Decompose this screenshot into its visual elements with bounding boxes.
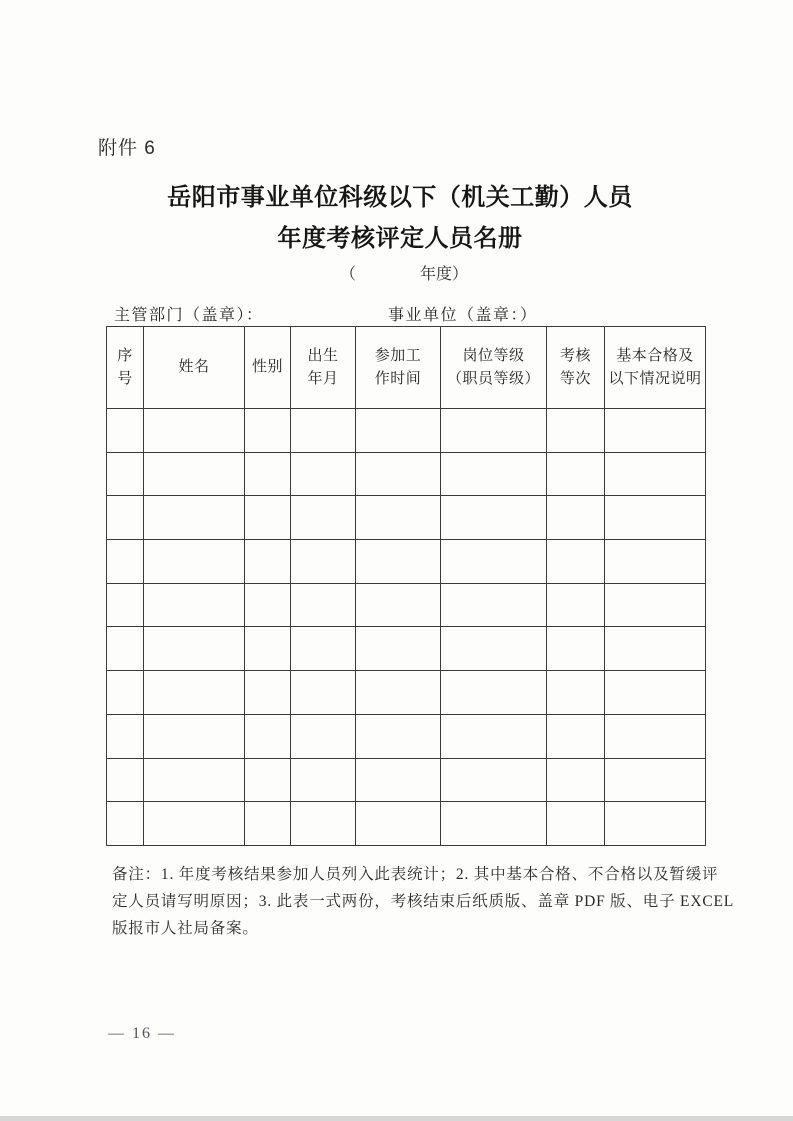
column-header-line: 等次 [559,370,591,387]
column-header-serial [107,327,144,409]
table-cell-postgrade [441,452,547,496]
table-row [107,409,706,453]
table-cell-name [144,496,245,540]
column-header-line: 考核 [559,347,591,364]
table-cell-postgrade [441,714,547,758]
table-cell-remarks [605,758,706,802]
column-header-line: 性别 [251,359,283,375]
table-row [107,540,706,584]
roster-table [106,326,706,846]
table-cell-serial [107,714,144,758]
table-row [107,496,706,540]
column-header-line: 以下情况说明 [608,370,702,387]
column-header-postgrade [441,327,547,409]
table-cell-grade [547,671,605,715]
table-cell-gender [245,409,291,453]
table-cell-name [144,627,245,671]
table-cell-gender [245,452,291,496]
table-row [107,452,706,496]
column-header-gender [245,327,291,409]
column-header-grade [547,327,605,409]
table-cell-serial [107,627,144,671]
table-cell-name [144,802,245,846]
roster-header [107,327,706,409]
document-title-line2: 年度考核评定人员名册 [277,226,523,252]
year-field [340,261,468,284]
table-cell-birth [291,627,356,671]
table-cell-name [144,583,245,627]
table-cell-remarks [605,583,706,627]
table-cell-serial [107,496,144,540]
table-cell-remarks [605,540,706,584]
table-cell-name [144,540,245,584]
table-cell-postgrade [441,671,547,715]
table-cell-serial [107,452,144,496]
table-row [107,671,706,715]
table-cell-grade [547,714,605,758]
note-line: 定人员请写明原因；3. 此表一式两份，考核结束后纸质版、盖章 PDF 版、电子 EXCEL [112,893,734,910]
table-cell-remarks [605,409,706,453]
table-cell-workstart [356,496,441,540]
column-header-line: 年月 [307,370,339,387]
table-cell-birth [291,802,356,846]
table-row [107,802,706,846]
table-cell-grade [547,409,605,453]
column-header-name [144,327,245,409]
page-number: — 16 — [108,1025,176,1042]
table-cell-birth [291,714,356,758]
table-row [107,583,706,627]
table-cell-birth [291,496,356,540]
table-cell-name [144,671,245,715]
column-header-birth [291,327,356,409]
table-cell-serial [107,802,144,846]
column-header-remarks [605,327,706,409]
table-cell-serial [107,758,144,802]
column-header-line: 号 [117,370,133,387]
table-cell-remarks [605,802,706,846]
table-cell-gender [245,671,291,715]
table-cell-workstart [356,540,441,584]
table-cell-workstart [356,409,441,453]
column-header-workstart [356,327,441,409]
roster-body [107,409,706,846]
table-cell-remarks [605,496,706,540]
table-cell-postgrade [441,540,547,584]
table-cell-gender [245,583,291,627]
table-cell-workstart [356,627,441,671]
table-row [107,627,706,671]
table-cell-workstart [356,802,441,846]
table-cell-name [144,714,245,758]
table-cell-birth [291,540,356,584]
table-cell-serial [107,583,144,627]
table-cell-grade [547,452,605,496]
table-cell-birth [291,758,356,802]
table-cell-gender [245,627,291,671]
table-cell-workstart [356,758,441,802]
year-open-paren: （ [340,266,357,283]
note-line: 版报市人社局备案。 [112,920,259,937]
table-cell-name [144,452,245,496]
table-cell-postgrade [441,627,547,671]
unit-seal-label: 事业单位（盖章：） [388,307,538,324]
table-cell-grade [547,540,605,584]
table-cell-name [144,409,245,453]
column-header-line: （职员等级） [446,370,540,387]
dept-seal-label: 主管部门（盖章）： [114,307,264,324]
table-cell-postgrade [441,802,547,846]
column-header-line: 姓名 [178,359,210,375]
table-cell-serial [107,671,144,715]
table-row [107,758,706,802]
table-cell-workstart [356,671,441,715]
table-cell-workstart [356,583,441,627]
table-cell-gender [245,714,291,758]
table-cell-grade [547,758,605,802]
column-header-line: 岗位等级 [462,347,525,364]
table-cell-grade [547,583,605,627]
table-cell-birth [291,671,356,715]
table-cell-workstart [356,452,441,496]
table-cell-workstart [356,714,441,758]
table-cell-grade [547,496,605,540]
table-cell-remarks [605,452,706,496]
year-label: 年度） [419,266,468,283]
column-header-line: 出生 [307,347,339,364]
table-cell-grade [547,627,605,671]
attachment-label: 附件 6 [98,138,156,159]
table-cell-gender [245,496,291,540]
table-cell-birth [291,583,356,627]
notes-block [112,861,734,942]
column-header-line: 基本合格及 [616,347,694,364]
table-cell-postgrade [441,583,547,627]
table-cell-remarks [605,714,706,758]
table-cell-gender [245,802,291,846]
note-line: 备注：1. 年度考核结果参加人员列入此表统计；2. 其中基本合格、不合格以及暂缓评 [112,866,719,883]
table-cell-serial [107,409,144,453]
header-row [107,327,706,409]
table-cell-remarks [605,671,706,715]
table-cell-gender [245,540,291,584]
table-cell-postgrade [441,409,547,453]
table-cell-gender [245,758,291,802]
table-cell-serial [107,540,144,584]
table-cell-grade [547,802,605,846]
table-cell-birth [291,452,356,496]
table-row [107,714,706,758]
scan-edge-bottom [0,1116,793,1121]
table-cell-birth [291,409,356,453]
document-title-line1: 岳阳市事业单位科级以下（机关工勤）人员 [167,185,633,211]
column-header-line: 作时间 [374,370,422,387]
column-header-line: 参加工 [374,347,422,364]
column-header-line: 序 [117,347,133,364]
table-cell-postgrade [441,496,547,540]
table-cell-name [144,758,245,802]
table-cell-postgrade [441,758,547,802]
table-cell-remarks [605,627,706,671]
